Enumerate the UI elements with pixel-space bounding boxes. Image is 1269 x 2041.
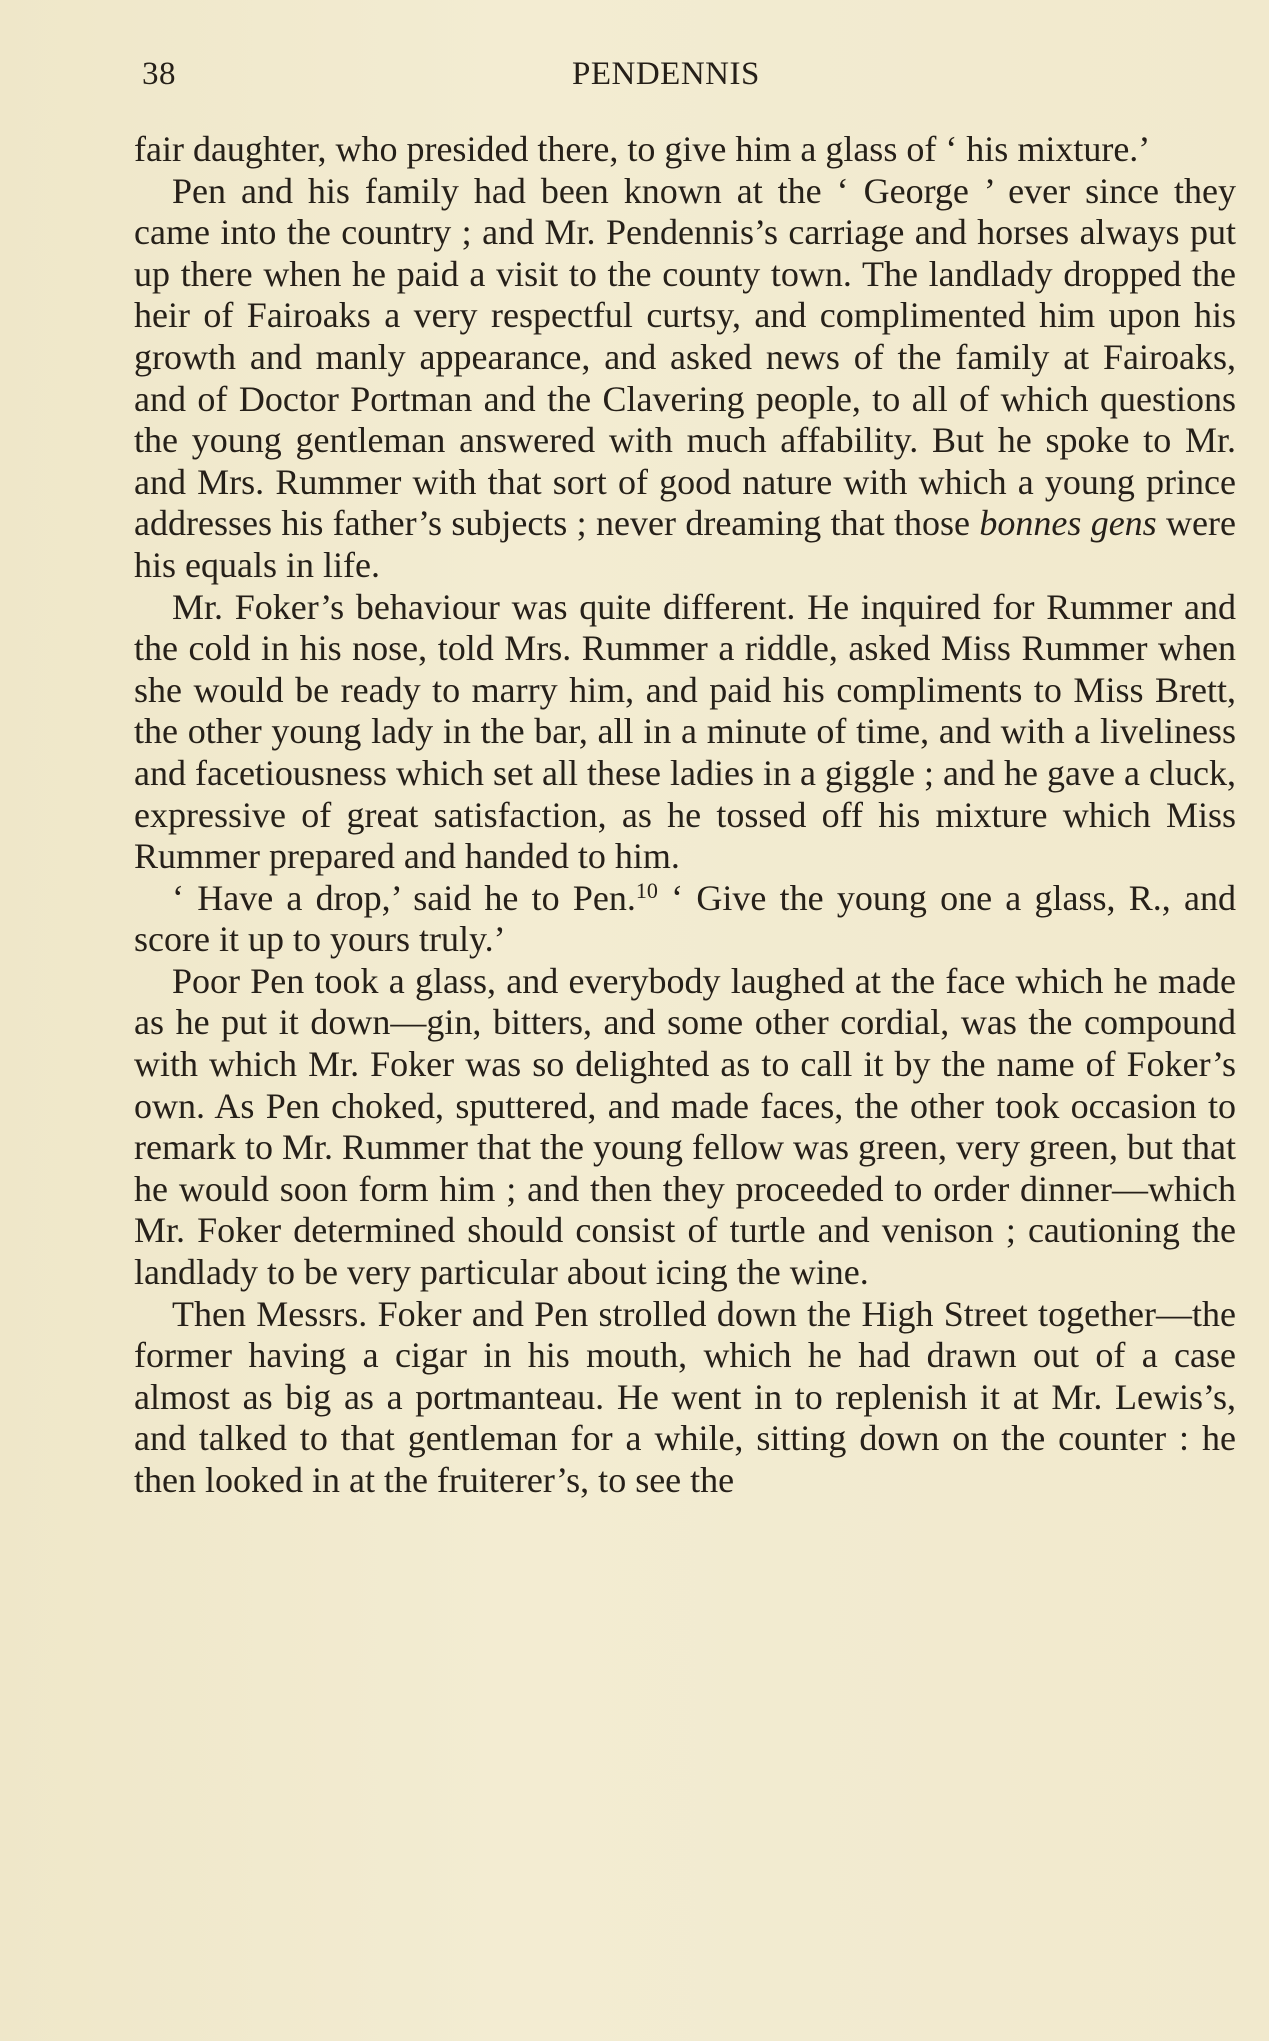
paragraph-3-text: Mr. Foker’s behaviour was quite different. He inquired for Rummer and the cold in his nose, told Mrs. Rummer a riddle, asked Miss Rummer when she would be ready to marry him, and paid his compliments to Miss Brett, the other young lady in the bar, all in a minute of time, and with a liveliness and facetiousness which set all these ladies in a giggle ; and he gave a cluck, expressive of great satisfaction, as he tossed off his mixture which Miss Rummer prepared and handed to him. [134, 586, 1236, 877]
paragraph-5 [134, 961, 1236, 1294]
paragraph-4-text-a: ‘ Have a drop,’ said he to Pen. [172, 877, 636, 918]
paragraph-1-text: fair daughter, who presided there, to give him a glass of ‘ his mixture.’ [134, 129, 1151, 169]
paragraph-1 [134, 129, 1236, 171]
paragraph-3 [134, 587, 1236, 878]
paragraph-5-text: Poor Pen took a glass, and everybody laughed at the face which he made as he put it down—gin, bitters, and some other cordial, was the compound with which Mr. Foker was so delighted as to call it by the name of Foker’s own. As Pen choked, sputtered, and made faces, the other took occasion to remark to Mr. Rummer that the young fellow was green, very green, but that he would soon form him ; and then they proceeded to order dinner—which Mr. Foker determined should consist of turtle and venison ; cautioning the landlady to be very particular about icing the wine. [134, 960, 1236, 1293]
paragraph-2-text-a: Pen and his family had been known at the ‘ George ’ ever since they came into the country ; and Mr. Pendennis’s carriage and horses always put up there when he paid a visit to the county town. The landlady dropped the heir of Fairoaks a very respectful curtsy, and complimented him upon his growth and manly appearance, and asked news of the family at Fairoaks, and of Doctor Portman and the Clavering people, to all of which questions the young gentleman answered with much affability. But he spoke to Mr. and Mrs. Rummer with that sort of good nature with which a young prince addresses his father’s subjects ; never dreaming that those [134, 170, 1236, 544]
running-head: PENDENNIS [572, 56, 760, 92]
paragraph-4-text-b: ‘ Give the young one a glass, R., and score it up to yours truly.’ [134, 877, 1236, 960]
page-header [142, 56, 1142, 102]
paragraph-2 [134, 171, 1236, 587]
paragraph-2-text-b: were his equals in life. [134, 503, 1236, 585]
page-number: 38 [142, 56, 176, 92]
paragraph-6 [134, 1294, 1236, 1502]
paragraph-6-text: Then Messrs. Foker and Pen strolled down the High Street together—the former having a cigar in his mouth, which he had drawn out of a case almost as big as a portmanteau. He went in to replenish it at Mr. Lewis’s, and talked to that gentleman for a while, sitting down on the counter : he then looked in at the fruiterer’s, to see the [134, 1293, 1236, 1500]
italic-phrase: bonnes gens [979, 503, 1157, 544]
body-text [134, 129, 1236, 1502]
paragraph-4 [134, 878, 1236, 961]
footnote-marker: 10 [635, 877, 658, 903]
